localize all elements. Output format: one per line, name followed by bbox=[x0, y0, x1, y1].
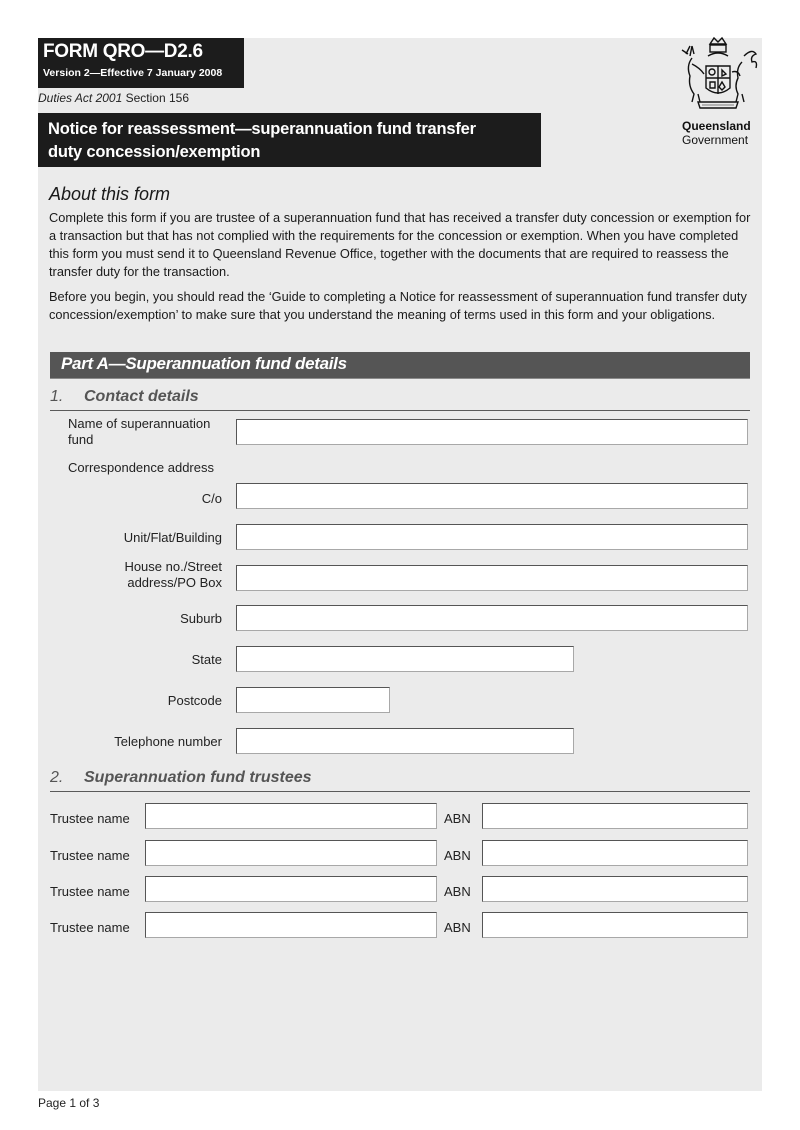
street-address-input[interactable] bbox=[236, 565, 748, 591]
section-2-title: Superannuation fund trustees bbox=[84, 769, 312, 786]
section-1-number: 1. bbox=[50, 388, 64, 405]
trustee-name-label: Trustee name bbox=[50, 811, 130, 826]
unit-flat-building-label: Unit/Flat/Building bbox=[123, 530, 222, 545]
abn-input[interactable] bbox=[482, 912, 748, 938]
telephone-label: Telephone number bbox=[114, 734, 222, 749]
fund-name-input[interactable] bbox=[236, 419, 748, 445]
about-paragraph-1: Complete this form if you are trustee of a superannuation fund that has received a transfer duty concession or exemption for a transaction but that has not complied with the requirements for the concession or exemption. When you have completed this form you must send it to Queensland Revenue Office, together with the documents that are required to reassess the transfer duty for the transaction. bbox=[49, 210, 751, 279]
about-paragraph-2: Before you begin, you should read the ‘Guide to completing a Notice for reassessment of superannuation fund transfer duty concession/exemption’ to make sure that you understand the meaning of terms used in this form and your obligations. bbox=[49, 289, 747, 322]
section-1-heading bbox=[50, 388, 750, 411]
care-of-label: C/o bbox=[201, 491, 222, 506]
part-a-title: Part A—Superannuation fund details bbox=[61, 354, 347, 373]
about-heading: About this form bbox=[49, 184, 171, 204]
care-of-input[interactable] bbox=[236, 483, 748, 509]
form-title-bar bbox=[38, 113, 541, 167]
abn-input[interactable] bbox=[482, 840, 748, 866]
unit-flat-building-input[interactable] bbox=[236, 524, 748, 550]
suburb-input[interactable] bbox=[236, 605, 748, 631]
trustee-name-label: Trustee name bbox=[50, 920, 130, 935]
form-code: FORM QRO—D2.6 bbox=[43, 41, 203, 62]
section-2-heading bbox=[50, 769, 750, 792]
form-id-block bbox=[38, 38, 244, 88]
street-address-label: House no./Street address/PO Box bbox=[124, 559, 222, 590]
state-label: State bbox=[191, 652, 222, 667]
postcode-label: Postcode bbox=[167, 693, 222, 708]
queensland-coat-of-arms-icon bbox=[672, 36, 764, 116]
act-section: Section 156 bbox=[122, 91, 189, 105]
abn-input[interactable] bbox=[482, 876, 748, 902]
abn-label: ABN bbox=[444, 920, 471, 935]
trustee-name-input[interactable] bbox=[145, 912, 437, 938]
abn-input[interactable] bbox=[482, 803, 748, 829]
part-a-header bbox=[50, 352, 750, 379]
form-title bbox=[48, 118, 476, 164]
section-2-number: 2. bbox=[50, 769, 64, 786]
correspondence-address-label: Correspondence address bbox=[68, 460, 214, 475]
act-name: Duties Act 2001 bbox=[38, 91, 123, 105]
telephone-input[interactable] bbox=[236, 728, 574, 754]
form-title-line2: duty concession/exemption bbox=[48, 143, 261, 161]
form-version: Version 2—Effective 7 January 2008 bbox=[43, 67, 223, 79]
section-1-title: Contact details bbox=[84, 388, 199, 405]
page-number: Page 1 of 3 bbox=[38, 1096, 100, 1110]
form-title-line1: Notice for reassessment—superannuation fund transfer bbox=[48, 120, 476, 138]
trustee-name-label: Trustee name bbox=[50, 884, 130, 899]
trustee-name-input[interactable] bbox=[145, 876, 437, 902]
fund-name-label: Name of superannuation fund bbox=[68, 416, 211, 447]
logo-government: Government bbox=[682, 133, 749, 147]
trustee-name-label: Trustee name bbox=[50, 848, 130, 863]
postcode-input[interactable] bbox=[236, 687, 390, 713]
trustee-name-input[interactable] bbox=[145, 803, 437, 829]
state-input[interactable] bbox=[236, 646, 574, 672]
abn-label: ABN bbox=[444, 884, 471, 899]
legislation-reference bbox=[38, 91, 189, 105]
logo-queensland: Queensland bbox=[682, 119, 751, 133]
abn-label: ABN bbox=[444, 811, 471, 826]
suburb-label: Suburb bbox=[180, 611, 222, 626]
abn-label: ABN bbox=[444, 848, 471, 863]
trustee-name-input[interactable] bbox=[145, 840, 437, 866]
